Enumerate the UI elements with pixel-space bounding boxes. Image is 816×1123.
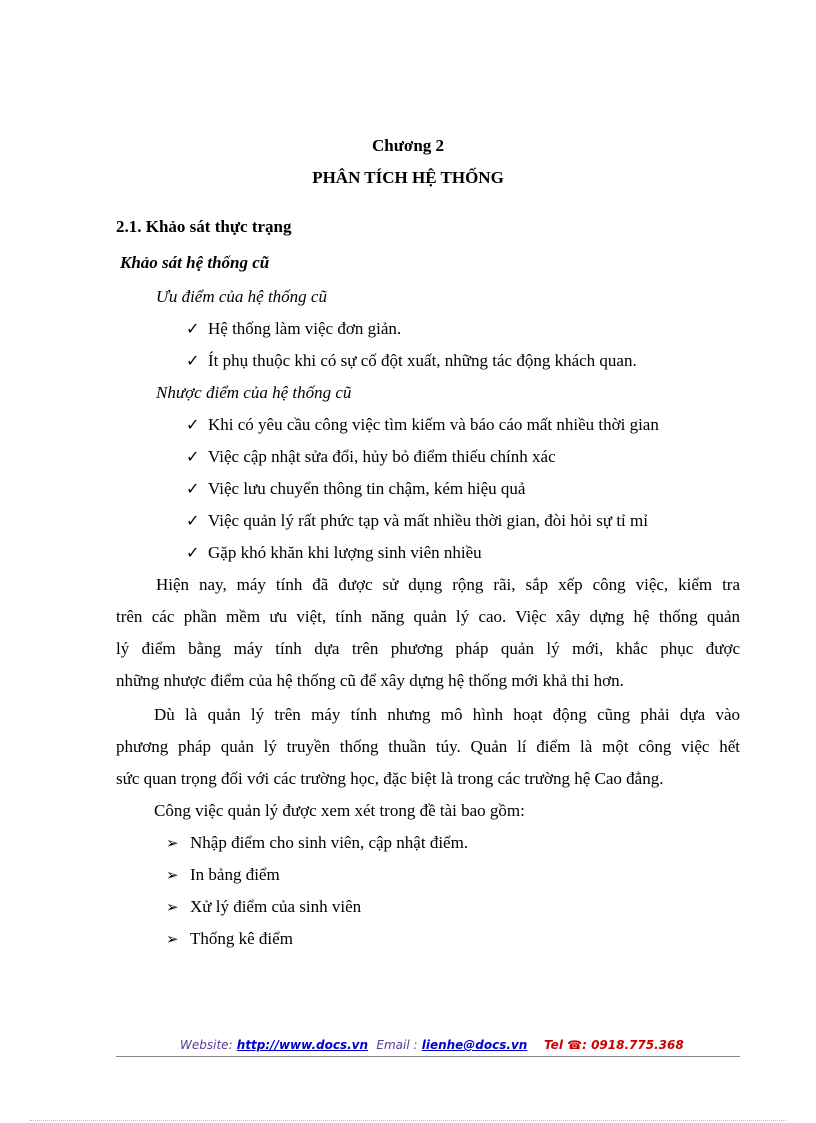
section-heading: 2.1. Khảo sát thực trạng xyxy=(116,217,292,236)
check-icon: ✓ xyxy=(186,479,200,498)
chapter-title: PHÂN TÍCH HỆ THỐNG xyxy=(312,168,504,187)
subsection-heading: Khảo sát hệ thống cũ xyxy=(120,253,270,272)
arrow-right-icon: ➢ xyxy=(166,834,179,852)
advantages-heading: Ưu điểm của hệ thống cũ xyxy=(156,287,327,306)
check-icon: ✓ xyxy=(186,447,200,466)
list-item: ✓ Ít phụ thuộc khi có sự cố đột xuất, những tác động khách quan. xyxy=(186,351,637,370)
phone-label: Tel ☎: xyxy=(544,1038,587,1052)
list-item: ✓ Gặp khó khăn khi lượng sinh viên nhiều xyxy=(186,543,482,562)
list-item: ✓ Khi có yêu cầu công việc tìm kiếm và báo cáo mất nhiều thời gian xyxy=(186,415,659,434)
list-item: ✓ Việc lưu chuyển thông tin chậm, kém hiệu quả xyxy=(186,479,526,498)
website-label: Website: xyxy=(180,1038,233,1052)
page-bottom-border xyxy=(30,1120,786,1121)
list-item: ➢ Nhập điểm cho sinh viên, cập nhật điểm. xyxy=(166,833,469,852)
arrow-right-icon: ➢ xyxy=(166,930,179,948)
check-icon: ✓ xyxy=(186,543,200,562)
email-label: Email : xyxy=(376,1038,418,1052)
phone-number: 0918.775.368 xyxy=(591,1038,684,1052)
list-item: ➢ In bảng điểm xyxy=(166,865,280,884)
website-link[interactable]: http://www.docs.vn xyxy=(236,1038,369,1052)
check-icon: ✓ xyxy=(186,415,200,434)
list-item: ✓ Hệ thống làm việc đơn giản. xyxy=(186,319,402,338)
disadvantages-heading: Nhược điểm của hệ thống cũ xyxy=(156,383,352,402)
paragraph-3: Công việc quản lý được xem xét trong đề tài bao gồm: xyxy=(154,801,525,820)
list-item: ➢ Xử lý điểm của sinh viên xyxy=(166,897,362,916)
check-icon: ✓ xyxy=(186,511,200,530)
check-icon: ✓ xyxy=(186,319,200,338)
chapter-number: Chương 2 xyxy=(371,136,445,155)
arrow-right-icon: ➢ xyxy=(166,866,179,884)
footer-divider xyxy=(116,1056,740,1057)
email-link[interactable]: lienhe@docs.vn xyxy=(421,1038,528,1052)
arrow-right-icon: ➢ xyxy=(166,898,179,916)
check-icon: ✓ xyxy=(186,351,200,370)
list-item: ✓ Việc cập nhật sửa đổi, hủy bỏ điểm thiếu chính xác xyxy=(186,447,556,466)
page-footer xyxy=(180,1038,684,1052)
list-item: ➢ Thống kê điểm xyxy=(166,929,293,948)
list-item: ✓ Việc quản lý rất phức tạp và mất nhiều thời gian, đòi hỏi sự tỉ mỉ xyxy=(186,511,648,530)
